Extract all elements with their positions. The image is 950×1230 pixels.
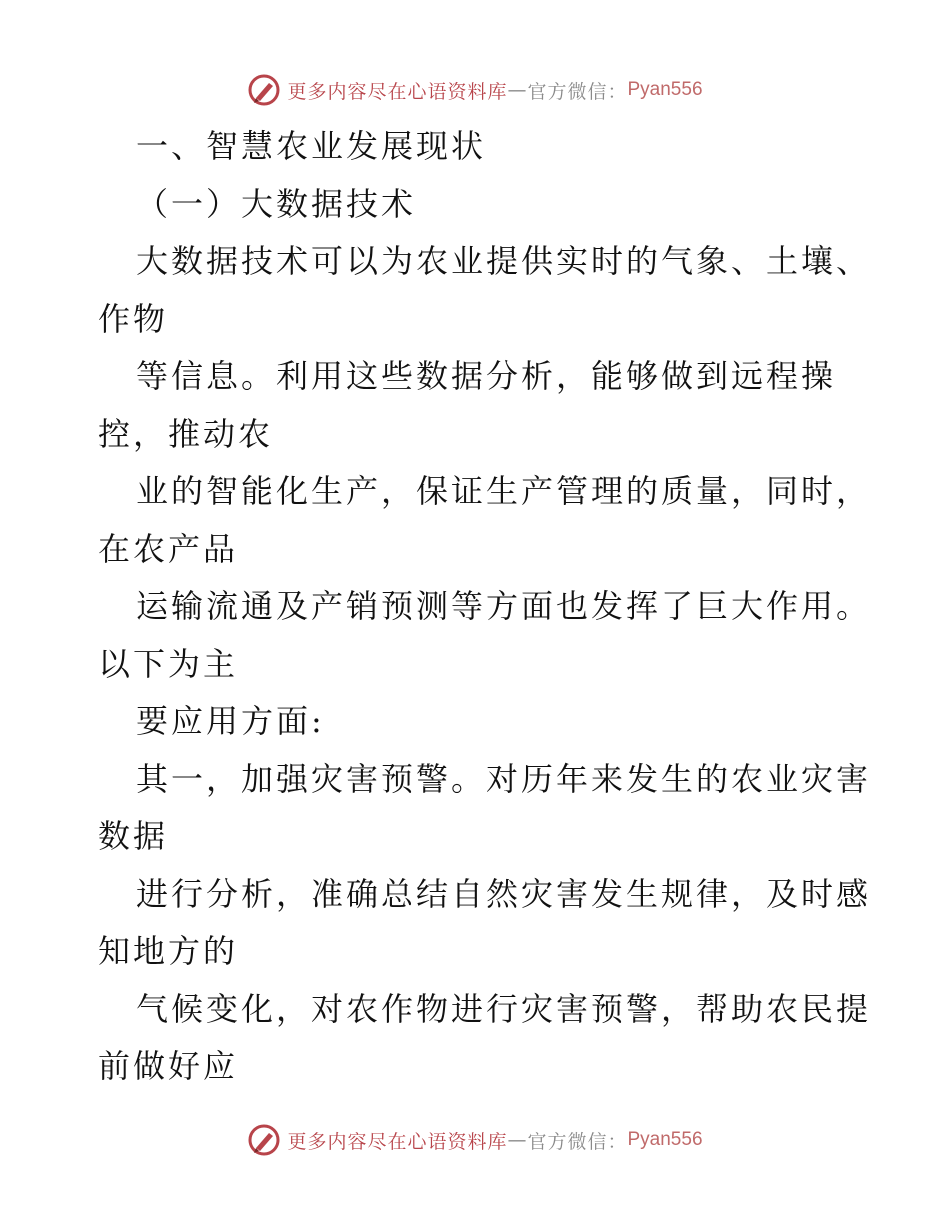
watermark-separator: — <box>507 79 528 101</box>
watermark-label: 官方微信： <box>527 1130 628 1153</box>
text-line: 数据 <box>98 817 169 855</box>
text-line: （一）大数据技术 <box>136 184 417 223</box>
document-body <box>98 118 872 1096</box>
text-line: 等信息。利用这些数据分析，能够做到远程操 <box>136 357 837 395</box>
text-line: 气候变化，对农作物进行灾害预警，帮助农民提 <box>136 989 872 1028</box>
watermark-main-text: 更多内容尽在心语资料库 <box>287 1130 508 1153</box>
header-watermark <box>0 70 950 110</box>
watermark-wechat-id: Pyan556 <box>627 79 703 100</box>
pen-logo-icon <box>247 1123 281 1157</box>
footer-watermark <box>0 1120 950 1160</box>
watermark-main-text: 更多内容尽在心语资料库 <box>287 80 508 103</box>
text-line: 运输流通及产销预测等方面也发挥了巨大作用。 <box>136 587 872 625</box>
text-line: 作物 <box>98 299 169 338</box>
text-line: 业的智能化生产，保证生产管理的质量，同时， <box>136 472 872 510</box>
text-line: 进行分析，准确总结自然灾害发生规律，及时感 <box>136 874 872 913</box>
text-line: 前做好应 <box>98 1047 239 1085</box>
watermark-wechat-id: Pyan556 <box>627 1129 703 1150</box>
text-line: 其一，加强灾害预警。对历年来发生的农业灾害 <box>136 759 872 798</box>
text-line: 在农产品 <box>98 529 239 568</box>
text-line: 以下为主 <box>98 644 239 683</box>
pen-logo-icon <box>247 73 281 107</box>
watermark-separator: — <box>507 1129 528 1151</box>
text-line: 一、智慧农业发展现状 <box>136 127 487 165</box>
text-line: 知地方的 <box>98 932 239 970</box>
text-line: 控，推动农 <box>98 414 274 453</box>
text-line: 大数据技术可以为农业提供实时的气象、土壤、 <box>136 242 872 280</box>
text-line: 要应用方面: <box>136 702 325 740</box>
watermark-label: 官方微信： <box>527 80 628 103</box>
